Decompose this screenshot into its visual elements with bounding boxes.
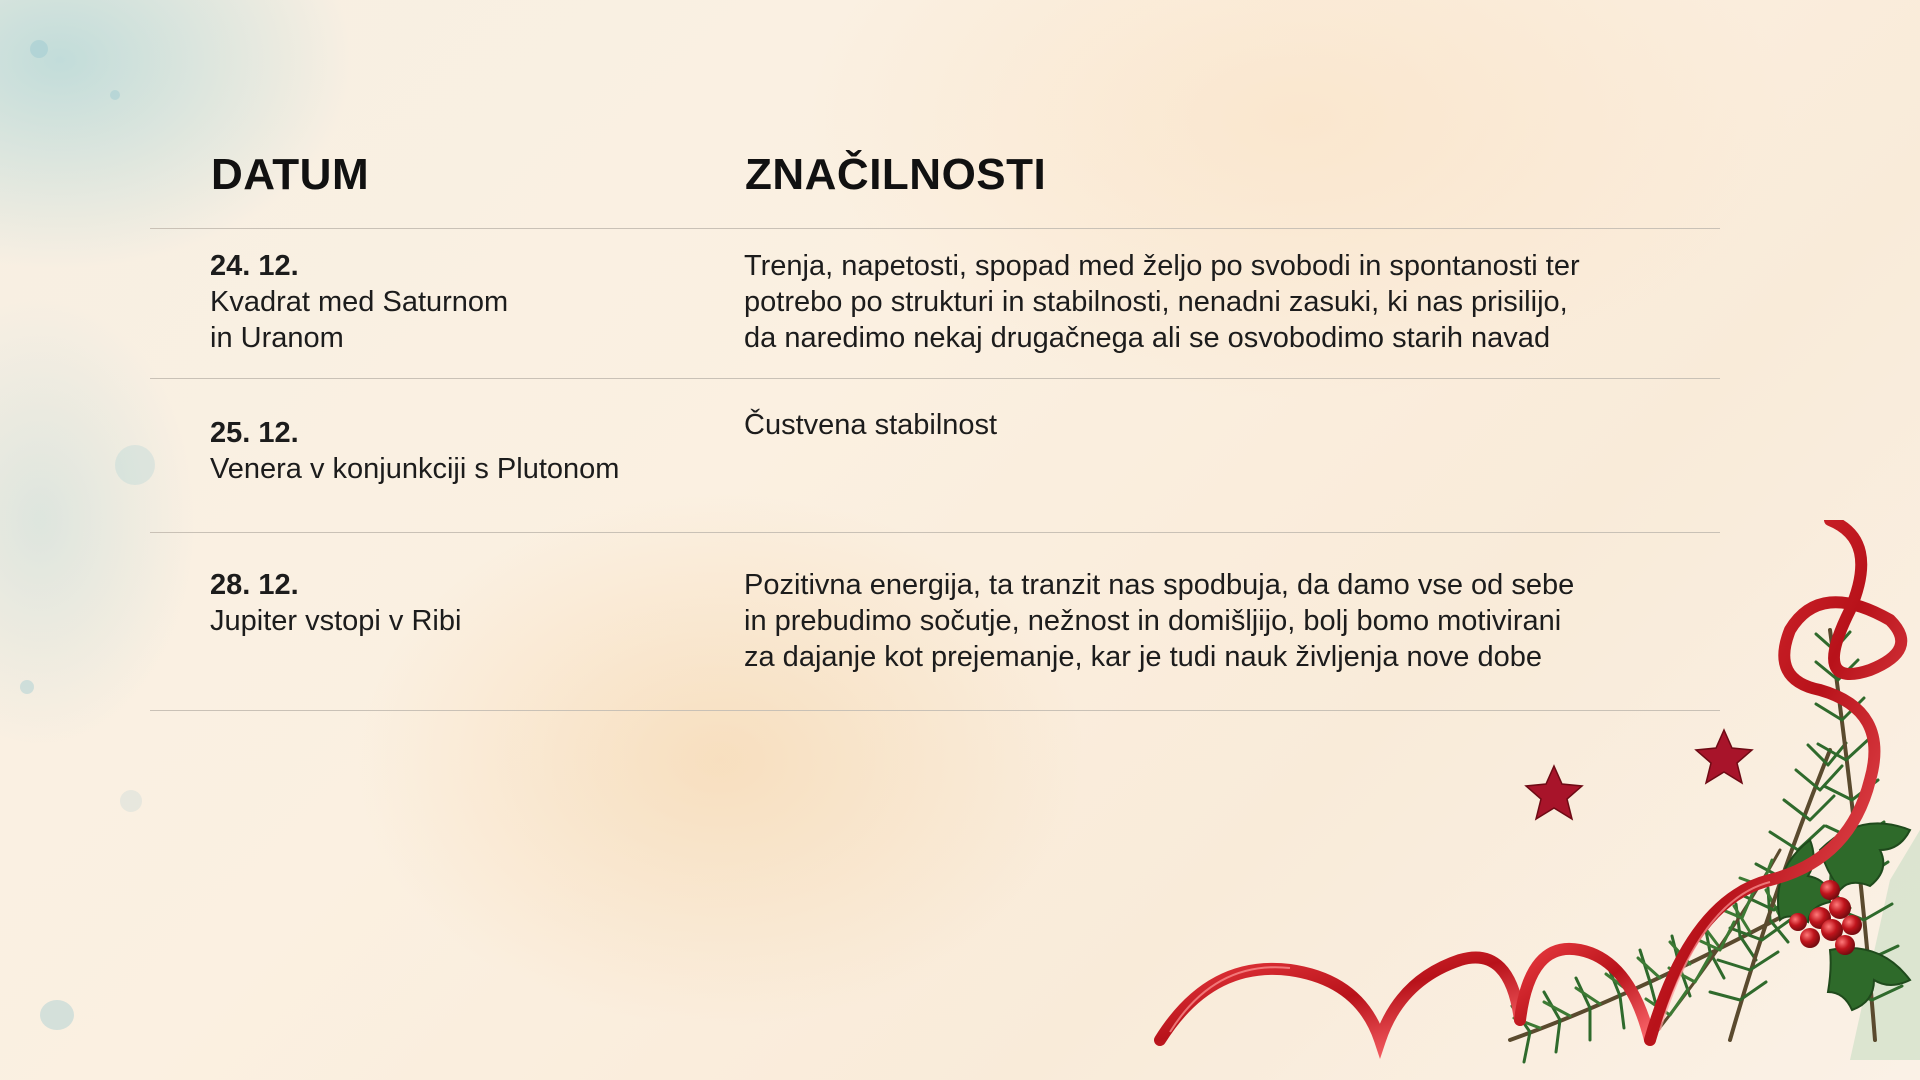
table-divider [150,228,1720,229]
table-divider [150,378,1720,379]
watercolor-splash [40,1000,74,1030]
watercolor-splash [20,680,34,694]
row-description: Trenja, napetosti, spopad med željo po svobodi in spontanosti ter potrebo po strukturi in stabilnosti, nenadni zasuki, ki nas prisilijo, da naredimo nekaj drugačnega ali se osvobodimo starih navad [744,250,1580,354]
watercolor-splash [120,790,142,812]
date-cell [210,248,690,356]
watercolor-splash [115,445,155,485]
row-description: Pozitivna energija, ta tranzit nas spodbuja, da damo vse od sebe in prebudimo sočutje, nežnost in domišljijo, bolj bomo motivirani za dajanje kot prejemanje, kar je tudi nauk življenja nove dobe [744,569,1575,673]
row-event: Venera v konjunkciji s Plutonom [210,453,620,485]
watercolor-splash [30,40,48,58]
christmas-pine-ribbon-holly-icon [1130,520,1920,1080]
row-event: Kvadrat med Saturnom in Uranom [210,286,509,354]
row-date: 24. 12. [210,250,299,282]
header-datum: DATUM [211,150,370,199]
date-cell [210,567,690,639]
date-cell [210,415,690,487]
row-event: Jupiter vstopi v Ribi [210,605,462,637]
row-date: 28. 12. [210,569,299,601]
watercolor-splash [110,90,120,100]
row-date: 25. 12. [210,417,299,449]
row-description: Čustvena stabilnost [744,409,998,441]
header-znacilnosti: ZNAČILNOSTI [745,150,1047,199]
